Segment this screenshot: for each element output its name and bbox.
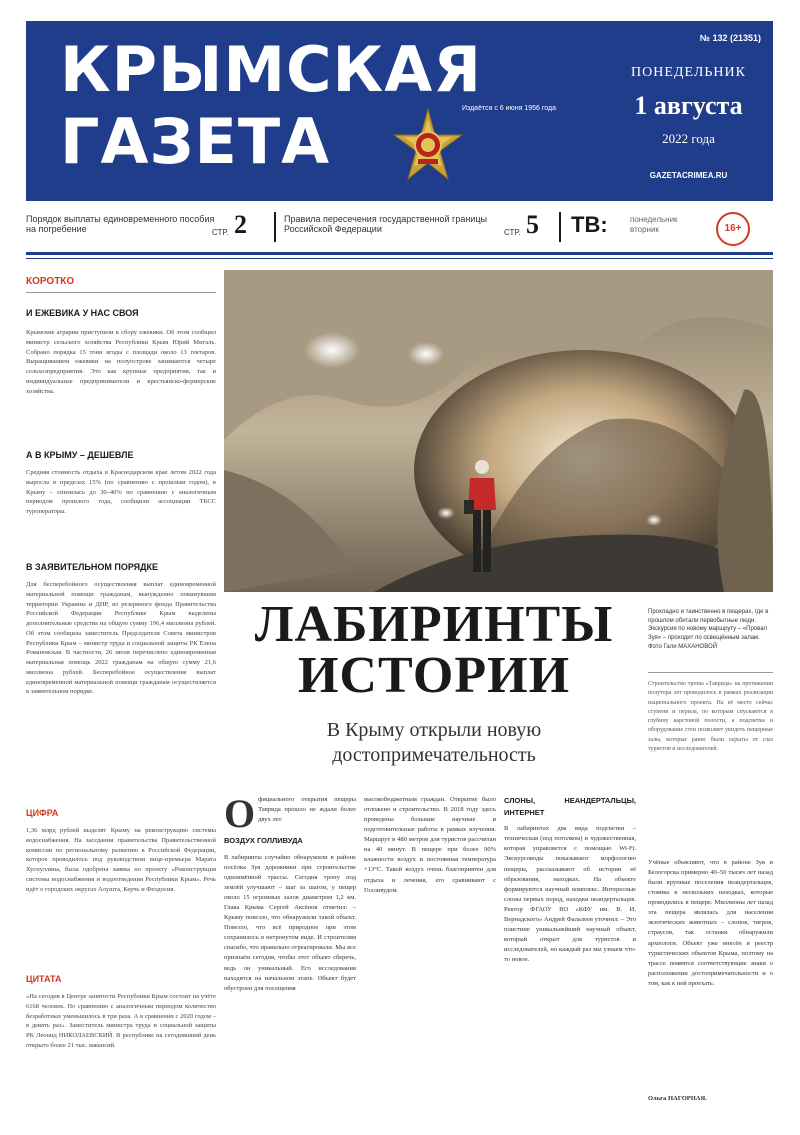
newspaper-title-line1: КРЫМСКАЯ — [60, 33, 482, 106]
main-headline — [224, 596, 644, 704]
teaser-1-text[interactable]: Порядок выплаты единовременного пособия на погребение — [26, 214, 215, 235]
teaser-divider — [559, 212, 561, 242]
right-column-text: Строительство тропы «Таврида» на протяжении полутора лет проводилось в рамках реализации национального проекта. На её месте сейчас ступени и перила, по которым спускаются в глубину карстовой полости, а подсветка и оборудование стен позволяет увидеть пещерные залы, которые ранее были скрыты от глаз туристов и исследователей. — [648, 681, 773, 753]
newspaper-title-line2: ГАЗЕТА — [60, 105, 331, 178]
masthead — [26, 21, 773, 201]
article-text: высокобюджетным граждан. Открытие было отложено и строительство. В 2018 году здесь проведены большие научные и подготовительные работы в рамках изучения. Маршрут в 480 метров для туристов рассчитан на 40 минут. В пещере при более 90% влажности воздух и постоянная температура +13°С. Такой воздух очень благоприятен для отдыха и лечения, его сравнивают с Голливудом. — [364, 796, 496, 894]
header-rule-thin — [26, 258, 773, 259]
brief-heading: А В КРЫМУ – ДЕШЕВЛЕ — [26, 450, 134, 460]
subhead-line1: В Крыму открыли новую — [326, 719, 542, 741]
article-intro: фициального открытия пещеры Таврида прошло не ждали более двух лет. — [258, 796, 356, 824]
article-subheading: ВОЗДУХ ГОЛЛИВУДА — [224, 836, 303, 846]
tv-days: понедельник вторник — [630, 215, 678, 234]
tv-label[interactable]: ТВ: — [571, 212, 608, 237]
header-rule — [26, 252, 773, 255]
dropcap: О — [224, 795, 256, 836]
cave-photo — [224, 270, 773, 592]
article-column-4 — [648, 858, 773, 1088]
article-column-1 — [224, 795, 356, 1115]
headline-line1: ЛАБИРИНТЫ — [254, 596, 614, 653]
main-subheadline — [224, 718, 644, 768]
teaser-1-page-label: СТР. — [212, 228, 229, 237]
article-subheading: СЛОНЫ, НЕАНДЕРТАЛЬЦЫ, ИНТЕРНЕТ — [504, 796, 636, 817]
teaser-bar — [26, 206, 773, 250]
masthead-date-panel — [604, 21, 773, 201]
teaser-1-page-number: 2 — [234, 210, 247, 239]
issue-date: 1 августа — [634, 91, 743, 120]
sidebar-rule — [26, 292, 216, 293]
weekday: ПОНЕДЕЛЬНИК — [631, 65, 746, 80]
brief-heading: ЦИФРА — [26, 808, 59, 818]
article-column-2 — [364, 795, 496, 1115]
article-text: В лабиринты случайно обнаружили в районе посёлка Зуя дорожники при строительстве одноимённой трассы. Сегодня тропу под землёй улучшают – шаг за шагом, у пещер около 15 огромных залов диаметром 1,2 км. Глава Крыма Сергей Аксёнов отметил: – Крыму повезло, что обнаружили такой объект. Повезло, что всё природное при этом сохранилось в нетронутом виде. И строителям спасибо, что правильно отреагировали. Мы все признаём сегодня, чтобы этот объект сберечь, ведь он уникальный. Его исследования находятся на начальном этапе. Объект будет обустроен для посещения — [224, 853, 356, 992]
article-author: Ольга НАГОРНАЯ. — [648, 1095, 707, 1102]
caption-rule — [648, 672, 773, 673]
teaser-2-page-label: СТР. — [504, 228, 521, 237]
teaser-2-page-number: 5 — [526, 210, 539, 239]
order-emblem-icon — [388, 107, 468, 187]
article-text: Учёные объясняют, что в районе Зуя и Белогорска примерно 40–50 тысяч лет назад были крупные поселения неандертальцев, стоянка в нескольких находках, которые проводились в пещере. Миллионы лет назад эта пещера являлась для населения экзотических животных – слонов, тигров, страусов, так останки обнаружили археологи. Объект уже внесён в реестр туристических объектов Крыма, поэтому на трассе появятся соответствующие знаки о расположении достопримечательности и о том, как к ней проехать. — [648, 859, 773, 987]
teaser-2-text[interactable]: Правила пересечения государственной границы Российской Федерации — [284, 214, 487, 235]
brief-text: Средняя стоимость отдыха в Краснодарском крае летом 2022 года выросла в пределах 15% (по сравнению с прошлым годом), в Крыму – снизилась до 30–40% по сравнению с аналогичным периодом прошлого года, сообщили ассоциации ТБСС туроператоры. — [26, 469, 216, 515]
subhead-line2: достопримечательность — [332, 744, 536, 766]
website-link[interactable]: GAZETACRIMEA.RU — [649, 171, 728, 180]
age-rating-badge: 16+ — [716, 212, 750, 246]
brief-heading: И ЕЖЕВИКА У НАС СВОЯ — [26, 308, 139, 318]
article-column-3 — [504, 795, 636, 1115]
teaser-divider — [274, 212, 276, 242]
founded-note: Издаётся с 6 июня 1956 года — [462, 105, 556, 112]
brief-text: Крымские аграрии приступили к сбору ежевики. Об этом сообщил министр сельского хозяйства Республики Крым Юрий Мигаль. Собрано порядка 15 тонн ягоды с площади около 13 гектаров. Выращиванием ежевики на полуострове занимаются четыре сельхозпредприятия. Это как крупные предприятия, так и индивидуальные предприниматели и крестьянско-фермерские хозяйства. — [26, 329, 216, 395]
photo-caption: Прохладно и таинственно в пещерах, где в прошлом обитали первобытные люди. Экскурсия по новому маршруту – «Провал Зуя» – проходит по освещённым залам. Фото Гали МАХАНОВОЙ — [648, 609, 769, 650]
article-text: В лабиринтах два вида подсветки – техническая (под потолком) и художественная, которая управляется с помощью Wi-Fi. Экскурсоводы показывают морфологию пещеры, рассказывают об истории её образования, находках. На объекте формируются научный комплекс. Интересные слоны первых пород, находки неандертальцев. Ректор ФГАОУ ВО «КФУ им. В. И. Вернадского» Андрей Фалалеев уточнил: – Это поистине уникальнейший научный объект, который открыт для туристов и исследователей, но каждый раз мы узнаем что-то новое. — [504, 825, 636, 964]
brief-text: 1,36 млрд рублей выделят Крыму на реконструкцию системы водоснабжения. На заседании правительства Правительственной комиссии по региональному развитию в Российской Федерации, которое проводилось под руководством вице-премьера Марата Хуснуллина, была одобрена заявка по проекту «Реконструкция системы водоснабжения и водоотведения Республики Крым». Речь идёт о городских округах Алушта, Керчь и Феодосия. — [26, 827, 216, 893]
issue-number: № 132 (21351) — [699, 33, 761, 43]
brief-text: «На сегодня в Центре занятости Республики Крым состоит на учёте 6168 человек. По сравнению с аналогичным периодом количество безработных уменьшилось в три раза. А в сравнении с 2020 годом – в девять раз». Заместитель министра труда и социальной защиты РК Леонид НИКОЛАЕВСКИЙ. В республике на сегодняшний день открыто более 21 тыс. вакансий. — [26, 993, 216, 1049]
brief-heading: ЦИТАТА — [26, 974, 62, 984]
brief-heading: В ЗАЯВИТЕЛЬНОМ ПОРЯДКЕ — [26, 562, 158, 572]
headline-line2: ИСТОРИИ — [297, 646, 571, 704]
issue-year: 2022 года — [662, 131, 715, 146]
brief-text: Для бесперебойного осуществления выплат единовременной материальной помощи гражданам, вынужденно покинувшим территории Украины и ДНР, из резервного фонда Правительства Российской Федерации Республике Крым выделены дополнительные средства на общую сумму 196,4 миллиона рублей. Об этом сообщила заместитель Председателя Совета министров Республики Крым – министр труда и социальной защиты РК Елена Романовская. В частности, 26 июля перечислено единовременная материальная помощь 2022 гражданам на общую сумму 21,6 миллиона рублей. Бесперебойное осуществление выплат единовременной материальной помощи гражданам осуществляется в заявительном порядке. — [26, 581, 216, 696]
sidebar-section-label: КОРОТКО — [26, 276, 75, 287]
